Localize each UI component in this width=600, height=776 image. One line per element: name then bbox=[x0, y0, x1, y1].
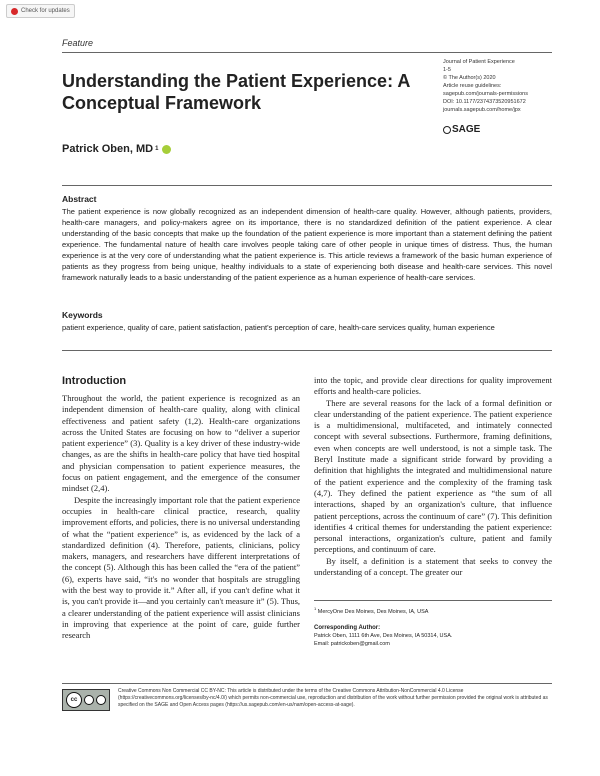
cc-icon: cc bbox=[66, 692, 82, 708]
author-affiliation-mark: 1 bbox=[155, 146, 159, 152]
publisher-logo bbox=[443, 124, 480, 135]
corresponding-author-email[interactable]: Email: patrickoben@gmail.com bbox=[314, 640, 390, 647]
body-paragraph: There are several reasons for the lack of a formal definition or clear understanding of the patient experience. The patient experience is a multidimensional, multifaceted, and intimately connected concept with several subsections. Furthermore, framing definitions, even when concepts are well understood, is not a simple task. The Beryl Institute made a significant stride forward by providing a definition that highlights the integrated and multidimensional nature of the patient experience and the complexity of the framing task (4,7). They defined the patient experience as “the sum of all interactions, shaped by an organization's culture, that influence patient perceptions, across the continuum of care” (7). This definition identifies 4 critical themes for understanding the patient experience: personal interactions, organization's culture, patient and family perceptions, and continuum of care. bbox=[314, 397, 552, 555]
page-range: 1-5 bbox=[443, 67, 451, 73]
article-title: Understanding the Patient Experience: A Conceptual Framework bbox=[62, 71, 410, 113]
keywords-divider bbox=[62, 350, 552, 351]
permissions-link[interactable]: sagepub.com/journals-permissions bbox=[443, 91, 528, 97]
body-paragraph: By itself, a definition is a statement that seeks to convey the understanding of a concept. The greater our bbox=[314, 555, 552, 578]
abstract-heading: Abstract bbox=[62, 194, 97, 204]
sage-logo-icon bbox=[443, 126, 451, 134]
footnote-affiliation bbox=[314, 605, 552, 616]
introduction-heading: Introduction bbox=[62, 375, 127, 387]
orcid-icon[interactable] bbox=[162, 145, 171, 154]
body-paragraph: into the topic, and provide clear directions for quality improvement efforts and health-care policies. bbox=[314, 375, 552, 397]
journal-name: Journal of Patient Experience bbox=[443, 59, 515, 65]
license-text: Creative Commons Non Commercial CC BY-NC: This article is distributed under the terms of the Creative Commons Attribution-NonCommercial 4.0 License (https://creativecommons.org/licenses/by-nc/4.0/) which permits non-commercial use, reproduction and distribution of the work without further permission provided the original work is attributed as specified on the SAGE and Open Access pages (https://us.sagepub.com/en-us/nam/open-access-at-sage). bbox=[118, 688, 548, 709]
body-column-left bbox=[62, 393, 300, 642]
check-updates-label: Check for updates bbox=[21, 8, 70, 14]
abstract-text: The patient experience is now globally recognized as an independent dimension of health-care quality. However, although patients, providers, health-care managers, and policy-makers agree on its importance, there is no standardized definition of the patient experience. A clear understanding of the basic concepts that make up the foundation of the patient experience is more important than a statement defining the patient experience. The fundamental nature of health care involves people taking care of other people in unique times of distress. Thus, the human experience is at the very core of understanding what the patient experience is. This article reviews a framework of the basic human experience of patients as they progress from being unique, healthy individuals to a state of experiencing both disease and health-care services. This novel framework naturally leads to a basic understanding of the patient experience as a human experience of health-care services. bbox=[62, 207, 552, 282]
footnote-divider bbox=[314, 600, 552, 601]
article-type-label: Feature bbox=[62, 38, 94, 48]
publisher-logo-text: SAGE bbox=[452, 124, 481, 135]
copyright: © The Author(s) 2020 bbox=[443, 75, 496, 81]
by-icon bbox=[84, 695, 94, 705]
keywords-heading: Keywords bbox=[62, 310, 103, 320]
body-paragraph: Throughout the world, the patient experience is recognized as an independent dimension of health-care quality, along with clinical effectiveness and patient safety (1,2). Health-care organizations across the United States are focusing on how to “deliver a superior patient experience” (3). Quality is a key driver of these industry-wide changes, as are the shifts in health-care policy that have tied hospital and physician compensation to patient experience measures, the focus on patient engagement, and the emergence of the consumer mindset (2,4). bbox=[62, 393, 300, 494]
footnotes bbox=[314, 600, 552, 648]
footnote-mark: 1 bbox=[314, 606, 317, 611]
author-name: Patrick Oben, MD bbox=[62, 143, 154, 155]
author-line bbox=[62, 143, 171, 155]
journal-home-link[interactable]: journals.sagepub.com/home/jpx bbox=[443, 107, 521, 113]
corresponding-author-heading: Corresponding Author: bbox=[314, 624, 381, 631]
check-for-updates-button[interactable] bbox=[6, 4, 75, 18]
affiliation-text: MercyOne Des Moines, Des Moines, IA, USA bbox=[317, 608, 429, 615]
abstract-divider bbox=[62, 185, 552, 186]
reuse-label: Article reuse guidelines: bbox=[443, 83, 502, 89]
journal-info bbox=[443, 58, 563, 114]
doi[interactable]: DOI: 10.1177/2374373520951672 bbox=[443, 99, 526, 105]
corresponding-author-address: Patrick Oben, 1111 6th Ave, Des Moines, IA 50314, USA. bbox=[314, 632, 453, 639]
license-divider bbox=[62, 683, 552, 684]
header-divider bbox=[62, 52, 552, 53]
keywords-text: patient experience, quality of care, patient satisfaction, patient's perception of care, health-care services quality, human experience bbox=[62, 323, 495, 332]
body-column-right bbox=[314, 375, 552, 578]
body-paragraph: Despite the increasingly important role that the patient experience occupies in health-care clinical practice, research, quality improvement efforts, and policies, there is no universal understanding of what the “patient experience” is, as evidenced by the lack of a standardized definition (4). Therefore, patients, clinicians, policy makers, managers, and researchers have different interpretations of the concept (5). Although this has been called the “era of the patient” (6), experts have said, “it's no wonder that hospitals are struggling with the best way to provide it.” After all, if you can't define what it is, you can't provide it—and you certainly can't measure it” (5). Thus, a clearer understanding of the patient experience will assist clinicians in improving that experience at the point of care, guide further research bbox=[62, 494, 300, 641]
creative-commons-badge[interactable] bbox=[62, 689, 110, 711]
check-updates-icon bbox=[11, 8, 18, 15]
nc-icon bbox=[96, 695, 106, 705]
